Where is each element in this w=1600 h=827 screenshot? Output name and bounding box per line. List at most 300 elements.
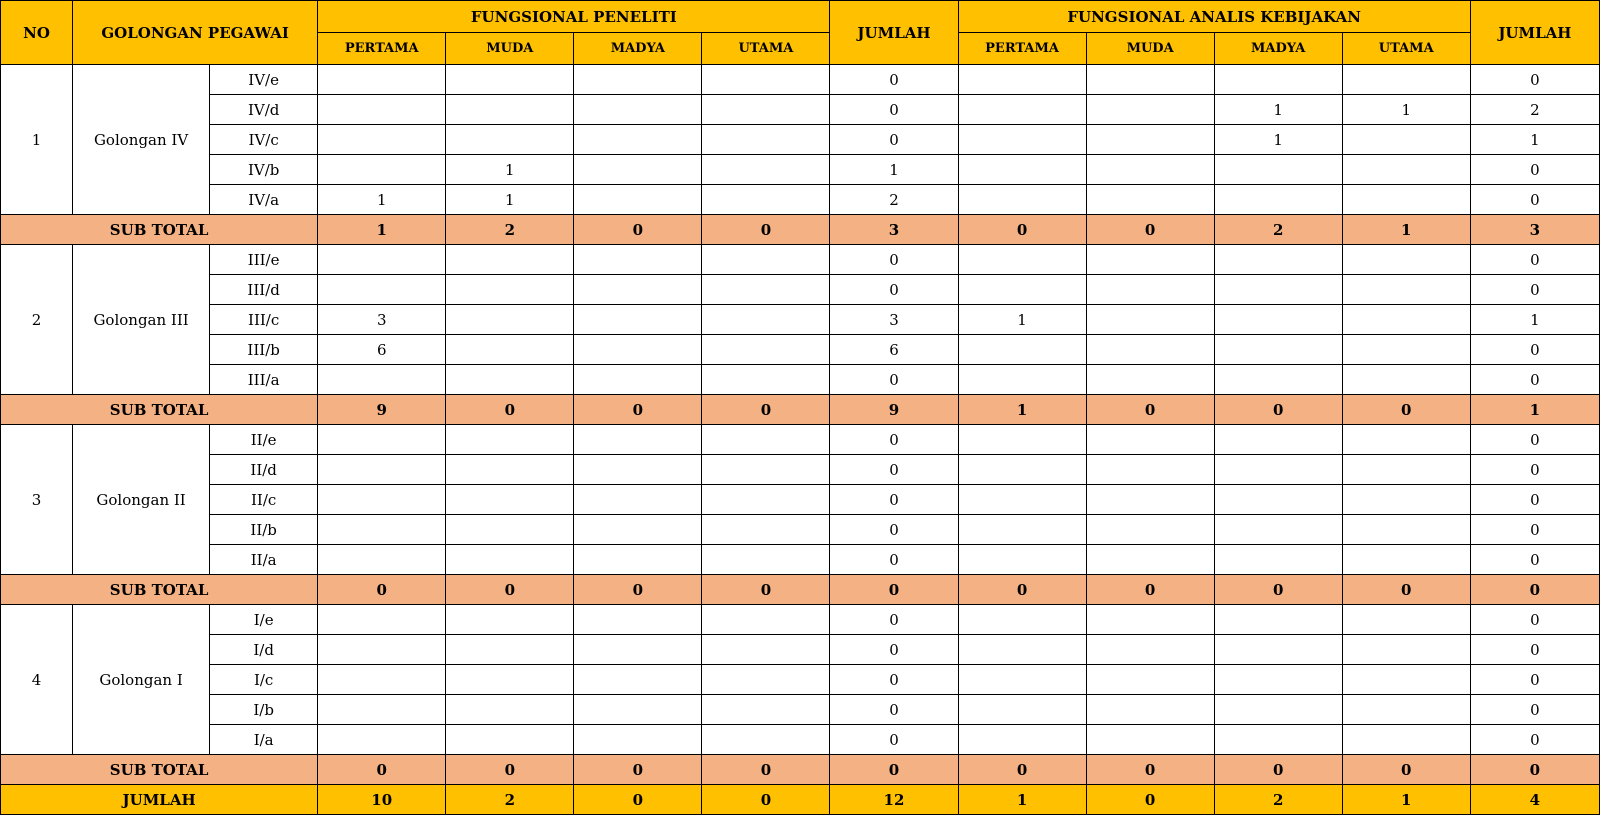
grade-label: II/b [210,515,318,545]
value-cell: 0 [574,755,702,785]
value-cell [702,515,830,545]
grade-label: III/d [210,275,318,305]
subtotal-label: SUB TOTAL [1,575,318,605]
value-cell [1086,515,1214,545]
table-row [1,665,1600,695]
value-cell: 0 [574,575,702,605]
jumlah-cell: 1 [1470,395,1599,425]
jumlah-cell: 0 [830,575,958,605]
value-cell: 9 [318,395,446,425]
value-cell: 2 [446,215,574,245]
value-cell [958,665,1086,695]
value-cell [702,545,830,575]
value-cell: 1 [958,395,1086,425]
jumlah-cell: 0 [1470,725,1599,755]
value-cell [1086,95,1214,125]
value-cell [318,425,446,455]
value-cell [1342,425,1470,455]
value-cell [446,665,574,695]
header-jumlah-analis: JUMLAH [1470,1,1599,65]
jumlah-cell: 0 [1470,545,1599,575]
table-row [1,95,1600,125]
jumlah-cell: 0 [830,515,958,545]
value-cell: 10 [318,785,446,815]
value-cell [1214,305,1342,335]
jumlah-cell: 0 [1470,485,1599,515]
value-cell: 0 [702,785,830,815]
group-number: 1 [1,65,73,215]
value-cell [574,365,702,395]
value-cell [574,485,702,515]
value-cell: 0 [318,755,446,785]
value-cell [1086,425,1214,455]
value-cell [318,695,446,725]
value-cell [318,65,446,95]
value-cell: 0 [1086,755,1214,785]
value-cell [318,155,446,185]
value-cell [318,125,446,155]
value-cell [958,125,1086,155]
value-cell [446,125,574,155]
table-row [1,725,1600,755]
value-cell: 0 [1342,755,1470,785]
value-cell [446,725,574,755]
value-cell [1342,335,1470,365]
grade-label: IV/d [210,95,318,125]
grade-label: I/d [210,635,318,665]
value-cell: 0 [446,395,574,425]
value-cell [702,155,830,185]
jumlah-cell: 0 [1470,335,1599,365]
value-cell [1214,725,1342,755]
value-cell: 0 [446,575,574,605]
table-row [1,155,1600,185]
value-cell [1086,275,1214,305]
value-cell [574,665,702,695]
header-peneliti-pertama: PERTAMA [318,33,446,65]
value-cell: 1 [1214,125,1342,155]
value-cell [1086,545,1214,575]
jumlah-cell: 0 [830,425,958,455]
value-cell [574,515,702,545]
value-cell [318,515,446,545]
value-cell [1086,335,1214,365]
value-cell [574,605,702,635]
value-cell [446,695,574,725]
group-name: Golongan II [73,425,210,575]
value-cell [1342,545,1470,575]
value-cell [1086,245,1214,275]
jumlah-cell: 0 [830,665,958,695]
value-cell [958,155,1086,185]
value-cell [702,605,830,635]
value-cell [958,515,1086,545]
value-cell [702,245,830,275]
table-row [1,245,1600,275]
jumlah-cell: 12 [830,785,958,815]
jumlah-cell: 1 [830,155,958,185]
value-cell [574,335,702,365]
grade-label: III/a [210,365,318,395]
value-cell [702,725,830,755]
value-cell [574,695,702,725]
value-cell [1214,365,1342,395]
value-cell [1342,275,1470,305]
jumlah-cell: 2 [1470,95,1599,125]
jumlah-cell: 0 [1470,455,1599,485]
value-cell [1214,485,1342,515]
group-name: Golongan I [73,605,210,755]
grade-label: III/b [210,335,318,365]
grade-label: III/e [210,245,318,275]
value-cell [1342,455,1470,485]
table-row [1,695,1600,725]
value-cell [574,155,702,185]
table-row [1,545,1600,575]
value-cell [958,335,1086,365]
jumlah-cell: 0 [1470,185,1599,215]
value-cell [1214,155,1342,185]
value-cell: 1 [1342,95,1470,125]
header-analis-utama: UTAMA [1342,33,1470,65]
value-cell [702,635,830,665]
jumlah-cell: 0 [830,275,958,305]
value-cell [958,425,1086,455]
value-cell [318,725,446,755]
value-cell: 0 [702,215,830,245]
value-cell [1342,245,1470,275]
jumlah-cell: 0 [830,545,958,575]
value-cell [574,425,702,455]
value-cell [702,95,830,125]
value-cell: 0 [1342,575,1470,605]
value-cell: 0 [1214,575,1342,605]
value-cell [1342,665,1470,695]
value-cell [446,335,574,365]
subtotal-row [1,575,1600,605]
value-cell [1342,515,1470,545]
value-cell [1342,605,1470,635]
table-row [1,455,1600,485]
value-cell: 0 [1214,395,1342,425]
grand-total-row [1,785,1600,815]
jumlah-cell: 0 [830,485,958,515]
value-cell [1342,365,1470,395]
value-cell: 0 [702,575,830,605]
value-cell [446,305,574,335]
subtotal-row [1,395,1600,425]
header-golongan: GOLONGAN PEGAWAI [73,1,318,65]
grade-label: IV/b [210,155,318,185]
jumlah-cell: 1 [1470,305,1599,335]
value-cell [1342,65,1470,95]
jumlah-cell: 0 [830,365,958,395]
jumlah-cell: 3 [1470,215,1599,245]
table-row [1,365,1600,395]
jumlah-cell: 4 [1470,785,1599,815]
value-cell [1214,65,1342,95]
grade-label: I/c [210,665,318,695]
grade-label: II/a [210,545,318,575]
value-cell [446,65,574,95]
value-cell [318,545,446,575]
value-cell [958,635,1086,665]
value-cell: 2 [1214,215,1342,245]
value-cell [1086,65,1214,95]
value-cell: 0 [702,755,830,785]
jumlah-cell: 0 [1470,635,1599,665]
grade-label: II/e [210,425,318,455]
header-analis-muda: MUDA [1086,33,1214,65]
value-cell [1214,185,1342,215]
value-cell [1214,275,1342,305]
value-cell [1214,335,1342,365]
value-cell [1214,605,1342,635]
value-cell: 1 [446,155,574,185]
table-row [1,65,1600,95]
value-cell [446,95,574,125]
value-cell: 2 [446,785,574,815]
value-cell [1086,695,1214,725]
value-cell [446,545,574,575]
jumlah-cell: 0 [1470,155,1599,185]
grade-label: IV/a [210,185,318,215]
jumlah-cell: 3 [830,305,958,335]
value-cell [446,605,574,635]
value-cell [702,365,830,395]
value-cell [446,245,574,275]
header-peneliti-madya: MADYA [574,33,702,65]
value-cell [574,455,702,485]
value-cell: 0 [702,395,830,425]
header-fungsional-analis: FUNGSIONAL ANALIS KEBIJAKAN [958,1,1470,33]
jumlah-cell: 0 [1470,515,1599,545]
value-cell [446,455,574,485]
value-cell [1086,305,1214,335]
value-cell [702,695,830,725]
value-cell [1342,155,1470,185]
table-row [1,485,1600,515]
value-cell [1086,125,1214,155]
grade-label: II/c [210,485,318,515]
jumlah-cell: 0 [830,695,958,725]
value-cell [1342,695,1470,725]
value-cell [318,605,446,635]
value-cell [1342,635,1470,665]
jumlah-cell: 1 [1470,125,1599,155]
value-cell [1342,725,1470,755]
value-cell [702,665,830,695]
grade-label: IV/e [210,65,318,95]
value-cell [702,305,830,335]
jumlah-cell: 0 [1470,245,1599,275]
subtotal-label: SUB TOTAL [1,215,318,245]
value-cell [1214,245,1342,275]
value-cell [702,455,830,485]
value-cell [446,515,574,545]
value-cell: 1 [318,185,446,215]
table-row [1,635,1600,665]
jumlah-cell: 0 [1470,665,1599,695]
value-cell [1086,485,1214,515]
value-cell: 0 [574,395,702,425]
grade-label: III/c [210,305,318,335]
value-cell [1214,455,1342,485]
grade-label: I/b [210,695,318,725]
jumlah-cell: 6 [830,335,958,365]
jumlah-cell: 0 [830,65,958,95]
value-cell [958,455,1086,485]
table-row [1,125,1600,155]
value-cell [958,545,1086,575]
value-cell [702,485,830,515]
header-fungsional-peneliti: FUNGSIONAL PENELITI [318,1,830,33]
value-cell [958,365,1086,395]
value-cell [958,695,1086,725]
value-cell: 1 [1342,785,1470,815]
group-name: Golongan III [73,245,210,395]
jumlah-cell: 0 [1470,425,1599,455]
value-cell: 1 [1214,95,1342,125]
value-cell [702,425,830,455]
value-cell [702,125,830,155]
value-cell [1214,545,1342,575]
table-row [1,185,1600,215]
jumlah-cell: 0 [830,455,958,485]
value-cell: 0 [1086,215,1214,245]
value-cell [1086,725,1214,755]
header-analis-madya: MADYA [1214,33,1342,65]
header-no: NO [1,1,73,65]
value-cell: 0 [958,575,1086,605]
value-cell: 1 [318,215,446,245]
value-cell [1214,515,1342,545]
value-cell [1086,155,1214,185]
jumlah-cell: 0 [830,605,958,635]
value-cell: 0 [958,215,1086,245]
value-cell [318,665,446,695]
jumlah-cell: 3 [830,215,958,245]
jumlah-cell: 0 [1470,695,1599,725]
value-cell: 1 [1342,215,1470,245]
grade-label: I/a [210,725,318,755]
header-peneliti-muda: MUDA [446,33,574,65]
value-cell [318,635,446,665]
value-cell [1086,665,1214,695]
value-cell [318,455,446,485]
value-cell [574,275,702,305]
value-cell [1214,665,1342,695]
value-cell: 0 [574,215,702,245]
value-cell: 0 [1214,755,1342,785]
subtotal-label: SUB TOTAL [1,755,318,785]
value-cell [702,65,830,95]
value-cell [318,275,446,305]
value-cell [1214,635,1342,665]
group-number: 2 [1,245,73,395]
value-cell [1086,605,1214,635]
value-cell [1086,455,1214,485]
value-cell: 0 [1086,575,1214,605]
subtotal-row [1,215,1600,245]
header-jumlah-peneliti: JUMLAH [830,1,958,65]
group-number: 4 [1,605,73,755]
jumlah-cell: 0 [830,125,958,155]
value-cell [1086,185,1214,215]
jumlah-cell: 0 [1470,605,1599,635]
value-cell: 0 [574,785,702,815]
value-cell [318,365,446,395]
value-cell: 1 [958,785,1086,815]
value-cell [702,275,830,305]
value-cell [1342,305,1470,335]
jumlah-cell: 0 [1470,275,1599,305]
grade-label: II/d [210,455,318,485]
value-cell [446,365,574,395]
grand-total-label: JUMLAH [1,785,318,815]
value-cell [574,725,702,755]
jumlah-cell: 0 [830,725,958,755]
value-cell [318,245,446,275]
value-cell: 3 [318,305,446,335]
value-cell: 0 [1086,395,1214,425]
value-cell [574,635,702,665]
grade-label: I/e [210,605,318,635]
value-cell [574,65,702,95]
value-cell [1342,185,1470,215]
value-cell [702,185,830,215]
value-cell [958,605,1086,635]
jumlah-cell: 0 [830,635,958,665]
value-cell [1214,695,1342,725]
jumlah-cell: 0 [1470,755,1599,785]
table-row [1,275,1600,305]
value-cell: 0 [1086,785,1214,815]
value-cell: 6 [318,335,446,365]
table-body [1,65,1600,815]
value-cell [318,485,446,515]
value-cell [574,95,702,125]
header-analis-pertama: PERTAMA [958,33,1086,65]
value-cell: 0 [318,575,446,605]
grade-label: IV/c [210,125,318,155]
group-number: 3 [1,425,73,575]
value-cell [446,425,574,455]
table-header [1,1,1600,65]
subtotal-row [1,755,1600,785]
value-cell [318,95,446,125]
value-cell: 0 [1342,395,1470,425]
jumlah-cell: 0 [1470,365,1599,395]
value-cell [574,125,702,155]
table-row [1,605,1600,635]
value-cell [958,185,1086,215]
value-cell: 0 [446,755,574,785]
jumlah-cell: 2 [830,185,958,215]
value-cell: 0 [958,755,1086,785]
value-cell [958,725,1086,755]
jumlah-cell: 0 [830,755,958,785]
value-cell [446,275,574,305]
value-cell [958,245,1086,275]
value-cell [958,485,1086,515]
value-cell: 2 [1214,785,1342,815]
value-cell [574,245,702,275]
value-cell [958,95,1086,125]
value-cell [446,485,574,515]
value-cell [446,635,574,665]
value-cell [1342,125,1470,155]
